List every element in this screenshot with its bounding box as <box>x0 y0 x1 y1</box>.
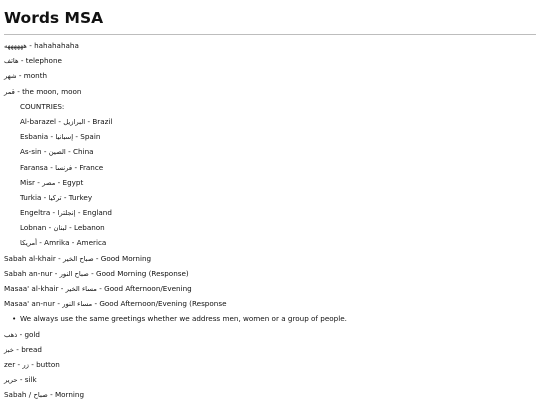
arabic-word: خبز <box>4 345 15 354</box>
english-meaning: the moon, moon <box>22 86 82 96</box>
english-meaning: telephone <box>25 56 62 66</box>
arabic-word: قمر <box>4 87 15 96</box>
arabic-word: صباح النور <box>59 269 89 278</box>
arabic-word: مساء الخير <box>65 285 97 293</box>
arabic-word: مساء النور <box>62 300 93 309</box>
arabic-word: صباح الخير <box>63 254 94 263</box>
separator: - <box>14 86 23 96</box>
list-item: Esbania - إسبانيا - Spain <box>20 132 101 142</box>
transliteration: Faransa <box>20 162 48 172</box>
english-meaning: Good Afternoon/Evening <box>104 284 192 293</box>
english-meaning: Turkey <box>68 192 93 202</box>
arabic-word: لبنان <box>53 224 67 233</box>
list-item: Sabah al-khair - صباح الخير - Good Morning <box>4 253 152 263</box>
section-heading: COUNTRIES: <box>20 101 65 111</box>
english-meaning: silk <box>24 375 37 385</box>
arabic-word: مصر <box>42 178 56 187</box>
arabic-word: ههههههه <box>4 42 27 50</box>
list-item: Engeltra - إنجلترا - England <box>20 208 112 218</box>
arabic-word: إسبانيا <box>55 133 74 142</box>
list-item: Sabah / صباح - Morning <box>4 390 85 400</box>
transliteration: Sabah an-nur <box>4 268 53 278</box>
transliteration: Lobnan <box>20 223 47 233</box>
arabic-word: شهر <box>4 72 17 81</box>
english-meaning: Brazil <box>92 116 113 126</box>
transliteration: As-sin <box>20 147 42 157</box>
english-meaning: France <box>79 162 104 172</box>
separator: - <box>16 71 24 81</box>
transliteration: Turkia <box>20 192 42 202</box>
english-meaning: hahahahaha <box>34 41 79 50</box>
transliteration: Al-barazel <box>20 116 57 126</box>
arabic-word: هاتف <box>4 57 19 66</box>
list-item <box>0 372 540 387</box>
bullet-icon: • <box>12 314 17 324</box>
english-meaning: Good Morning (Response) <box>96 268 189 278</box>
list-item <box>0 342 540 357</box>
separator: - <box>26 41 35 50</box>
english-meaning: gold <box>24 329 40 339</box>
separator: - <box>17 329 25 339</box>
transliteration: Sabah al-khair <box>4 253 56 263</box>
list-item: zer - زر - button <box>4 359 60 369</box>
arabic-word: تركيا <box>48 193 62 202</box>
arabic-word: زر <box>22 360 29 369</box>
arabic-word: ذهب <box>4 330 18 339</box>
note-text: We always use the same greetings whether we address men, women or a group of people. <box>20 314 347 324</box>
transliteration: Sabah / <box>4 390 32 400</box>
list-item: أمريكا - Amrika - America <box>20 238 107 248</box>
transliteration: Engeltra <box>20 208 51 218</box>
transliteration: Esbania <box>20 132 49 142</box>
title-divider <box>4 34 536 35</box>
english-meaning: Good Afternoon/Evening (Response <box>99 299 227 309</box>
list-item: Misr - مصر - Egypt <box>20 177 84 187</box>
english-meaning: month <box>23 71 48 81</box>
page-title: Words MSA <box>4 9 104 27</box>
separator: - <box>18 56 26 66</box>
transliteration: Masaa' an-nur <box>4 299 56 309</box>
list-item: Lobnan - لبنان - Lebanon <box>20 223 105 233</box>
list-item: Masaa' al-khair - مساء الخير - Good Afternoon/Evening <box>4 284 192 293</box>
transliteration: Misr <box>20 177 35 187</box>
list-item <box>0 84 540 99</box>
list-item <box>0 53 540 68</box>
bullet-note <box>0 311 540 326</box>
english-meaning: England <box>82 208 112 218</box>
transliteration: zer <box>4 359 16 369</box>
english-meaning: Spain <box>80 132 101 142</box>
list-item: Masaa' an-nur - مساء النور - Good Afternoon/Evening (Response <box>4 299 227 309</box>
english-meaning: Morning <box>54 390 85 400</box>
arabic-word: أمريكا <box>20 239 37 248</box>
list-item: Faransa - فرنسا - France <box>20 162 104 172</box>
arabic-word: إنجلترا <box>57 209 76 218</box>
arabic-word: حرير <box>4 376 18 385</box>
word-list <box>0 38 540 403</box>
arabic-word: البرازيل <box>63 117 86 126</box>
english-meaning: China <box>73 147 94 157</box>
english-meaning: bread <box>21 344 42 354</box>
list-item <box>0 327 540 342</box>
list-item: Turkia - تركيا - Turkey <box>20 192 93 202</box>
english-meaning: Lebanon <box>73 223 105 233</box>
arabic-word: الصين <box>48 148 66 157</box>
list-item <box>0 68 540 83</box>
arabic-word: صباح <box>33 391 48 400</box>
list-item: Sabah an-nur - صباح النور - Good Morning (Response) <box>4 268 189 278</box>
english-meaning: button <box>36 359 60 369</box>
list-item: As-sin - الصين - China <box>20 147 94 157</box>
separator: - <box>14 344 22 354</box>
list-item <box>0 38 540 53</box>
separator: - <box>17 375 25 385</box>
english-meaning: Good Morning <box>100 253 152 263</box>
list-item: Al-barazel - البرازيل - Brazil <box>20 116 113 126</box>
english-meaning: Egypt <box>62 177 84 187</box>
transliteration: Masaa' al-khair <box>4 284 59 293</box>
english-meaning: Amrika - America <box>44 238 107 248</box>
arabic-word: فرنسا <box>55 163 73 172</box>
